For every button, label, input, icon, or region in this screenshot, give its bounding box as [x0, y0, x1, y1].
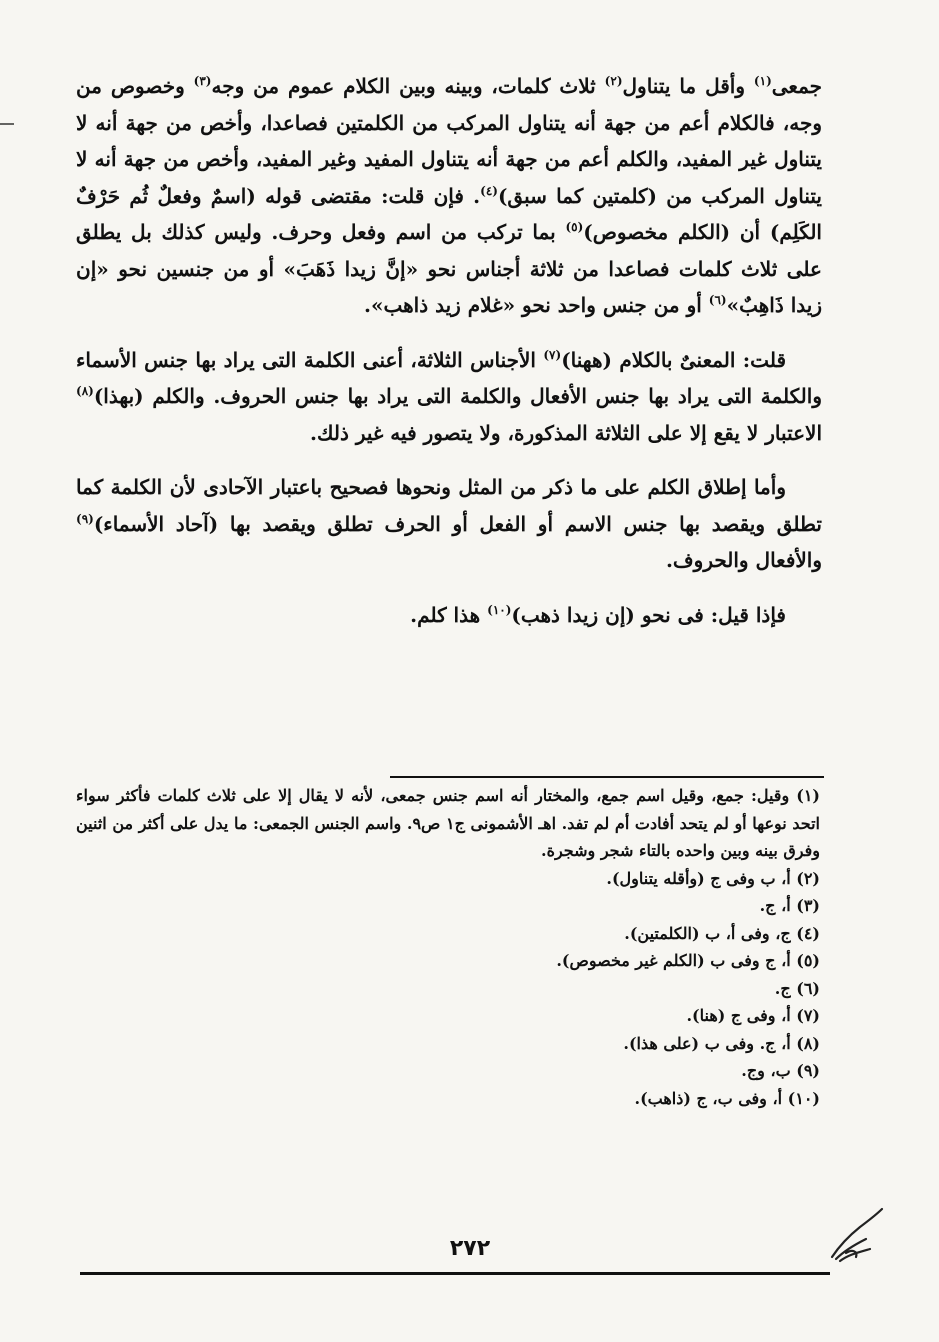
footnote-ref-1: (١)	[753, 74, 772, 88]
footnote-10: (١٠) أ، وفى ب، ج (ذاهب).	[634, 1088, 820, 1108]
footnote-7: (٧) أ، وفى ج (هنا).	[686, 1006, 820, 1025]
text-run: الأجناس الثلاثة، أعنى الكلمة التى يراد بها جنس الأسماء والكلمة التى يراد بها جنس الأفعال والكلمة التى يراد بها جنس الحروف. والكلم (بهذا)	[76, 347, 822, 408]
text-run: جمعى	[771, 74, 822, 98]
handwritten-mark-icon	[826, 1205, 886, 1265]
text-run: ثلاث كلمات، وبينه وبين الكلام عموم من وجه	[211, 74, 605, 98]
footnote-ref-9: (٩)	[76, 511, 94, 526]
page-number: ٢٧٢	[449, 1236, 491, 1261]
paragraph-2	[76, 342, 822, 452]
footnote-5: (٥) أ، ج وفى ب (الكلم غير مخصوص).	[556, 951, 820, 970]
footnote-ref-6: (٦)	[708, 293, 727, 307]
text-run: بما تركب من اسم وفعل وحرف. وليس كذلك بل يطلق على ثلاث كلمات فصاعدا من ثلاثة أجناس نحو «إنَّ زيدا ذَهَبَ» أو من جنسين نحو «إن زيدا ذَاهِبٌ»	[76, 220, 822, 317]
main-text	[76, 68, 822, 633]
text-run: أو من جنس واحد نحو «غلام زيد ذاهب».	[364, 293, 709, 317]
footnote-ref-10: (١٠)	[487, 602, 512, 617]
footnote-2: (٢) أ، ب وفى ج (وأقله يتناول).	[606, 868, 820, 888]
footnote-8: (٨) أ، ج. وفى ب (على هذا).	[623, 1033, 820, 1053]
footnote-6: (٦) ج.	[774, 978, 820, 998]
text-run: فإذا قيل: فى نحو (إن زيدا ذهب)	[511, 602, 786, 627]
footnote-ref-2: (٢)	[604, 74, 623, 88]
footnote-ref-8: (٨)	[76, 384, 94, 398]
scan-edge-mark	[0, 122, 14, 126]
text-run: هذا كلم.	[410, 602, 488, 627]
text-run: وأما إطلاق الكلم على ما ذكر من المثل ونحوها فصحيح باعتبار الآحادى لأن الكلمة كما تطلق ويقصد بها جنس الاسم أو الفعل أو الحرف تطلق ويقصد بها (آحاد الأسماء)	[76, 475, 822, 536]
text-run: الاعتبار لا يقع إلا على الثلاثة المذكورة، ولا يتصور فيه غير ذلك.	[310, 420, 822, 445]
footnote-9: (٩) ب، وج.	[741, 1061, 820, 1080]
text-run: وخصوص من وجه، فالكلام أعم من جهة أنه يتناول المركب من الكلمتين فصاعدا، وأخص من جهة أنه لا يتناول غير المفيد، والكلم أعم من جهة أنه يتناول المفيد وغير المفيد، وأخص من جهة أنه لا يتناول المركب من (كلمتين كما سبق)	[76, 74, 822, 208]
footnote-ref-7: (٧)	[543, 347, 562, 362]
bottom-rule	[80, 1272, 830, 1275]
footnote-separator	[390, 776, 824, 778]
text-run: . فإن قلت: مقتضى قوله (اسمٌ وفعلٌ ثُم حَرْفٌ الكَلِم) أن (الكلم مخصوص)	[76, 183, 822, 244]
text-run: وأقل ما يتناول	[622, 74, 754, 98]
text-run: والأفعال والحروف.	[665, 548, 822, 572]
footnotes	[76, 782, 820, 1112]
footnote-ref-3: (٣)	[193, 74, 212, 88]
paragraph-3	[76, 469, 822, 579]
paragraph-1	[76, 68, 822, 324]
text-run: قلت: المعنىٌ بالكلام (ههنا)	[561, 347, 787, 372]
footnote-3: (٣) أ، ج.	[759, 896, 820, 915]
paragraph-4	[76, 597, 822, 634]
footnote-ref-5: (٥)	[565, 220, 584, 234]
footnote-ref-4: (٤)	[480, 183, 498, 198]
footnote-4: (٤) ج، وفى أ، ب (الكلمتين).	[624, 923, 820, 943]
footnote-1: (١) وقيل: جمع، وقيل اسم جمع، والمختار أنه اسم جنس جمعى، لأنه لا يقال إلا على ثلاث كلمات فأكثر سواء اتحد نوعها أو لم يتحد أفادت أم لم تفد. اهـ الأشمونى ج١ ص٩. واسم الجنس الجمعى: ما يدل على أكثر من اثنين وفرق بينه وبين واحده بالتاء شجر وشجرة.	[76, 786, 821, 860]
